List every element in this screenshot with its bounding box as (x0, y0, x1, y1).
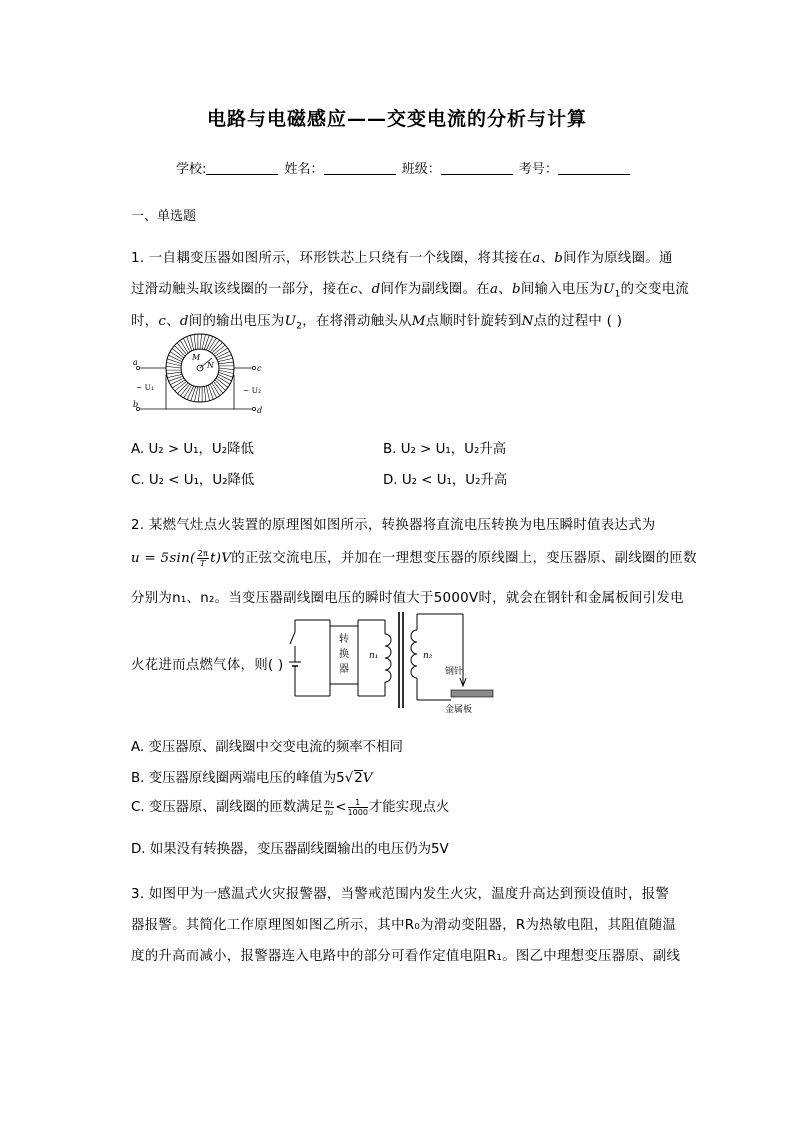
q1-text-3e: 点的过程中 ( ) (533, 314, 623, 329)
q1-line-1: 1. 一自耦变压器如图所示，环形铁芯上只绕有一个线圈，将其接在a、b间作为原线圈。通 (131, 251, 673, 266)
q2-option-a[interactable]: A. 变压器原、副线圈中交变电流的频率不相同 (131, 740, 403, 755)
q2-line-4: 火花进而点燃气体，则( ) (131, 658, 284, 673)
coil-winding (194, 335, 196, 350)
var-c2: c (158, 314, 167, 329)
var-d2: d (179, 314, 189, 329)
unit-V: V (362, 771, 373, 786)
frac-n1-n2 (324, 798, 334, 817)
q1-option-d[interactable]: D. U₂ < U₁，U₂升高 (383, 473, 508, 488)
q2-option-b[interactable] (131, 767, 372, 786)
student-info-row (176, 158, 632, 177)
q2-option-d[interactable]: D. 如果没有转换器，变压器副线圈输出的电压仍为5V (131, 842, 449, 857)
q1-text-2c: 间输入电压为 (520, 282, 604, 297)
fig1-label-U2: ~ U₂ (243, 386, 261, 395)
coil-winding (187, 386, 194, 400)
var-b: b (554, 251, 564, 266)
q1-text-2a: 过滑动触头取该线圈的一部分，接在 (131, 282, 351, 297)
q1-line-2: 过滑动触头取该线圈的一部分，接在c、d间作为副线圈。在a、b间输入电压为$U_1$的交变电流 (131, 282, 690, 300)
q1-text-3b: 间的输出电压为 (188, 314, 285, 329)
coil-winding (200, 334, 202, 349)
fig2-label-needle: 钢针 (445, 667, 464, 677)
var-b2: b (511, 282, 521, 297)
fig2-label-n2: n₂ (423, 651, 433, 661)
q1-text-3a: 时， (131, 314, 159, 329)
var-a: a (532, 251, 541, 266)
q1-text-1b: 间作为原线圈。通 (563, 251, 673, 266)
var-d: d (371, 282, 381, 297)
q2-option-c[interactable] (131, 796, 449, 817)
var-a2: a (489, 282, 499, 297)
section-heading: 一、单选题 (131, 209, 197, 224)
converter-label-3: 器 (339, 664, 349, 675)
autotransformer-figure (130, 330, 275, 420)
frac-1: 1 (348, 798, 368, 808)
coil-winding (206, 337, 213, 351)
q2-formula-a: u = 5sin( (131, 551, 196, 566)
fig1-label-U1: ~ U₁ (136, 383, 154, 392)
q2-option-b-text: B. 变压器原线圈两端电压的峰值为5 (131, 771, 345, 786)
coil-winding (198, 387, 200, 402)
exam-no-blank[interactable] (558, 162, 630, 175)
coil-winding (210, 384, 217, 398)
coil-winding (216, 351, 230, 358)
fig1-label-c: c (257, 364, 262, 373)
coil-winding (167, 372, 182, 374)
coil-winding (183, 338, 190, 352)
page-title: 电路与电磁感应——交变电流的分析与计算 (206, 108, 587, 130)
coil-winding (219, 362, 234, 364)
var-U2: U (284, 314, 297, 329)
fig1-label-a: a (133, 358, 138, 367)
frac-1-1000 (348, 798, 368, 817)
school-label: 学校: (176, 162, 207, 177)
q1-line-3: 时，c、d间的输出电压为$U_2$，在将滑动触头从M点顺时针旋转到N点的过程中 ( ) (131, 314, 623, 332)
fig1-label-N: N (207, 361, 214, 370)
q3-line-2: 器报警。其简化工作原理图如图乙所示，其中R₀为滑动变阻器，R为热敏电阻，其阻值随温 (131, 918, 677, 933)
exam-no-label: 考号： (518, 162, 558, 177)
sqrt-sign: √ (344, 771, 354, 786)
q2-line-1: 2. 某燃气灶点火装置的原理图如图所示，转换器将直流电压转换为电压瞬时值表达式为 (131, 518, 656, 533)
q2-option-c-text: C. 变压器原、副线圈的匝数满足 (131, 800, 323, 815)
less-than: < (335, 800, 347, 815)
q2-formula-frac (197, 549, 210, 568)
q1-option-c[interactable]: C. U₂ < U₁，U₂降低 (131, 473, 255, 488)
name-blank[interactable] (324, 162, 396, 175)
coil-winding (166, 366, 181, 368)
q2-option-c-tail: 才能实现点火 (368, 800, 450, 815)
class-blank[interactable] (441, 162, 513, 175)
coil-winding (170, 378, 184, 385)
frac-num: 2π (197, 548, 209, 558)
school-blank[interactable] (206, 162, 278, 175)
coil-winding (169, 355, 183, 362)
q2-line-3: 分别为n₁、n₂。当变压器副线圈电压的瞬时值大于5000V时，就会在钢针和金属板间引发电 (131, 591, 684, 606)
sqrt-value: 2 (354, 771, 363, 786)
var-c: c (350, 282, 358, 297)
var-M: M (411, 314, 426, 329)
q1-text-2b: 间作为副线圈。在 (380, 282, 490, 297)
q1-text-1a: 1. 一自耦变压器如图所示，环形铁芯上只绕有一个线圈，将其接在 (131, 251, 533, 266)
q1-option-b[interactable]: B. U₂ > U₁，U₂升高 (383, 442, 507, 457)
q1-text-3d: 点顺时针旋转到 (425, 314, 522, 329)
fig2-label-plate: 金属板 (445, 705, 473, 715)
q2-text-2c: 的正弦交流电压，并加在一理想变压器的原线圈上，变压器原、副线圈的匝数 (231, 551, 697, 566)
coil-winding (219, 368, 234, 370)
q3-line-1: 3. 如图甲为一感温式火灾报警器，当警戒范围内发生火灾，温度升高达到预设值时，报警 (131, 887, 670, 902)
name-label: 姓名： (284, 162, 324, 177)
q1-text-2d: 的交变电流 (620, 282, 690, 297)
ignition-circuit-figure (285, 606, 497, 718)
var-N: N (521, 314, 534, 329)
frac-n1: n₁ (324, 797, 334, 807)
frac-den: T (200, 558, 206, 568)
q3-line-3: 度的升高而减小，报警器连入电路中的部分可看作定值电阻R₁。图乙中理想变压器原、副线 (131, 949, 681, 964)
q1-option-a[interactable]: A. U₂ > U₁，U₂降低 (131, 442, 254, 457)
frac-n2: n₂ (324, 807, 334, 817)
q2-line-2 (131, 547, 697, 568)
coil-winding (218, 374, 232, 381)
fig2-label-n1: n₁ (369, 651, 379, 661)
fig1-label-M: M (192, 353, 201, 362)
converter-label-2: 换 (339, 649, 349, 660)
fig1-label-b: b (133, 400, 139, 409)
q2-formula-b: t)V (210, 551, 232, 566)
var-U1: U (603, 282, 615, 297)
frac-1000: 1000 (347, 807, 368, 817)
fig1-label-d: d (257, 406, 263, 415)
q1-text-3c: ，在将滑动触头从 (302, 314, 412, 329)
coil-winding (204, 387, 206, 402)
converter-label-1: 转 (339, 634, 349, 645)
class-label: 班级： (401, 162, 441, 177)
